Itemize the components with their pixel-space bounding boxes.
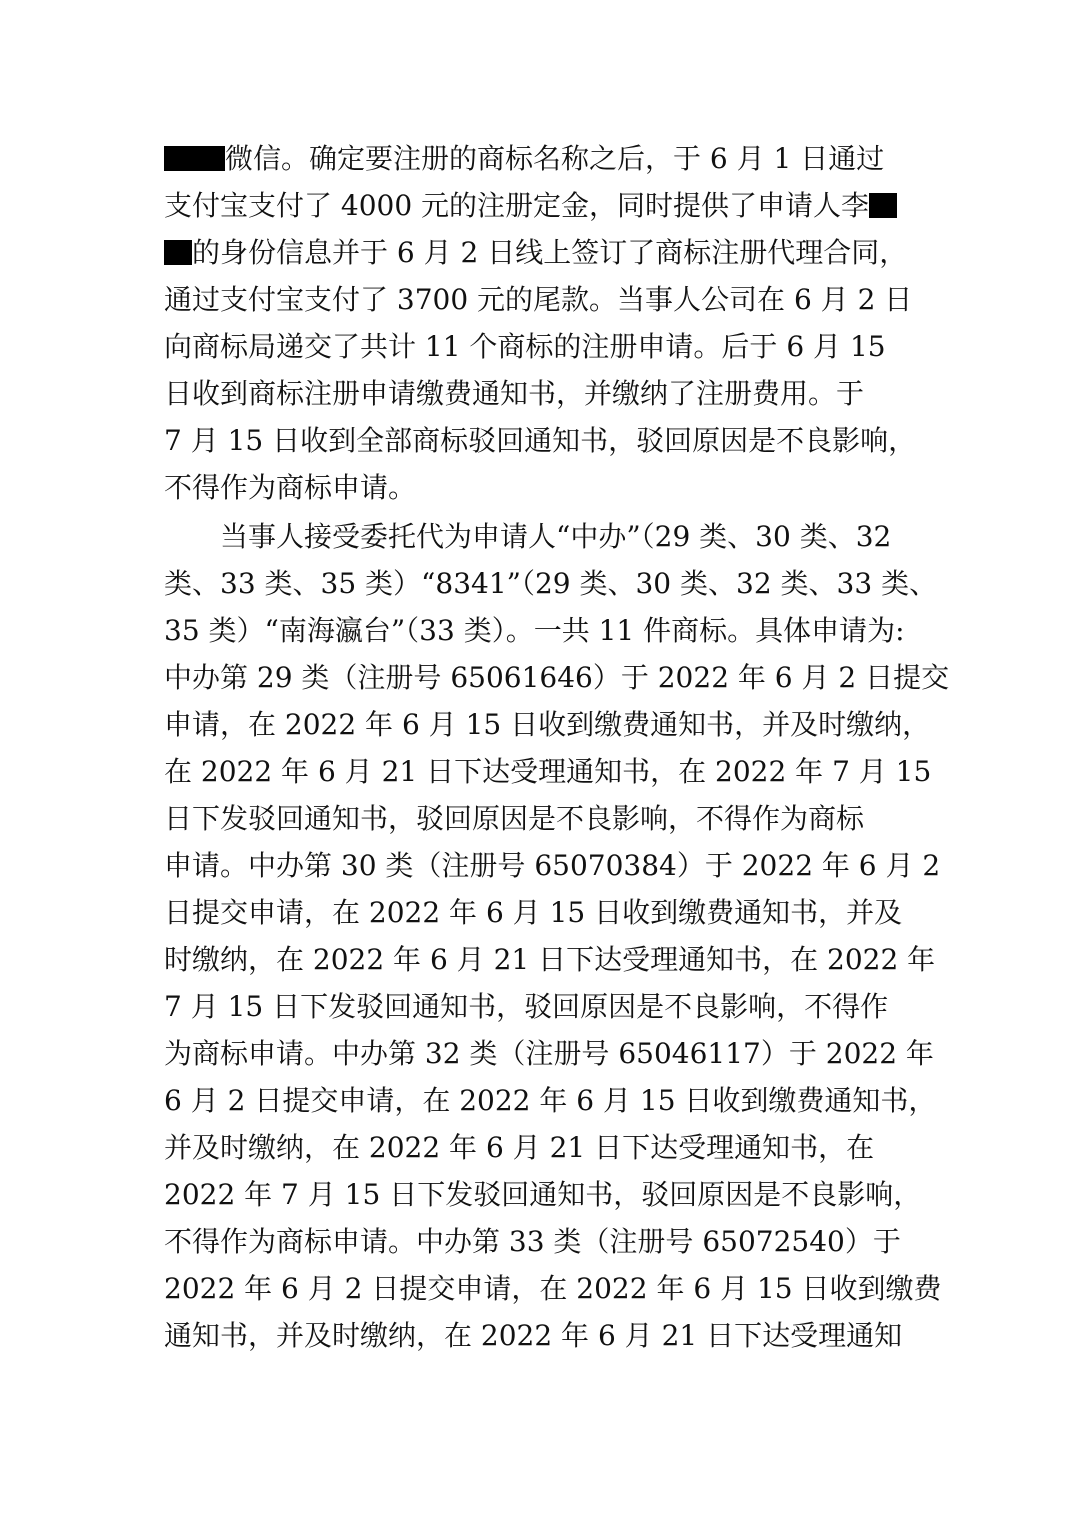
text-line: 2022 年 7 月 15 日下发驳回通知书，驳回原因是不良影响，: [164, 1178, 922, 1211]
text-line: 不得作为商标申请。中办第 33 类（注册号 65072540）于: [164, 1225, 901, 1258]
text-line: 7 月 15 日下发驳回通知书，驳回原因是不良影响，不得作: [164, 990, 889, 1023]
text-line: 通过支付宝支付了 3700 元的尾款。当事人公司在 6 月 2 日: [164, 283, 913, 316]
paragraph-first-line: 当事人接受委托代为申请人“中办”（29 类、30 类、32: [220, 520, 892, 553]
text-line: 35 类）“南海瀛台”（33 类）。一共 11 件商标。具体申请为:: [164, 614, 905, 647]
text-line: 向商标局递交了共计 11 个商标的注册申请。后于 6 月 15: [164, 330, 886, 363]
text-line: 微信。确定要注册的商标名称之后，于 6 月 1 日通过: [164, 135, 924, 182]
text-line: 不得作为商标申请。: [164, 471, 417, 504]
text-line: 时缴纳，在 2022 年 6 月 21 日下达受理通知书，在 2022 年: [164, 943, 936, 976]
redaction-block: [869, 193, 897, 218]
text-line: 在 2022 年 6 月 21 日下达受理通知书，在 2022 年 7 月 15: [164, 755, 932, 788]
text-line: 7 月 15 日收到全部商标驳回通知书，驳回原因是不良影响，: [164, 424, 917, 457]
text-line: 日提交申请，在 2022 年 6 月 15 日收到缴费通知书，并及: [164, 896, 903, 929]
document-body: [164, 135, 950, 1359]
text-line: 6 月 2 日提交申请，在 2022 年 6 月 15 日收到缴费通知书，: [164, 1084, 937, 1117]
text-line: 为商标申请。中办第 32 类（注册号 65046117）于 2022 年: [164, 1037, 934, 1070]
text-line: 并及时缴纳，在 2022 年 6 月 21 日下达受理通知书，在: [164, 1131, 875, 1164]
redaction-block: [164, 240, 192, 265]
text-line: 的身份信息并于 6 月 2 日线上签订了商标注册代理合同，: [164, 229, 924, 276]
text-line: 申请。中办第 30 类（注册号 65070384）于 2022 年 6 月 2: [164, 849, 941, 882]
redaction-block: [164, 146, 225, 171]
text-line: 中办第 29 类（注册号 65061646）于 2022 年 6 月 2 日提交: [164, 661, 950, 694]
text-line: 申请，在 2022 年 6 月 15 日收到缴费通知书，并及时缴纳，: [164, 708, 931, 741]
text-line: 通知书，并及时缴纳，在 2022 年 6 月 21 日下达受理通知: [164, 1319, 903, 1352]
text-line: 日下发驳回通知书，驳回原因是不良影响，不得作为商标: [164, 802, 865, 835]
text-line: 2022 年 6 月 2 日提交申请，在 2022 年 6 月 15 日收到缴费: [164, 1272, 942, 1305]
text-line: 日收到商标注册申请缴费通知书，并缴纳了注册费用。于: [164, 377, 865, 410]
text-line: 支付宝支付了 4000 元的注册定金，同时提供了申请人李: [164, 182, 924, 229]
text-line: 类、33 类、35 类）“8341”（29 类、30 类、32 类、33 类、: [164, 567, 938, 600]
